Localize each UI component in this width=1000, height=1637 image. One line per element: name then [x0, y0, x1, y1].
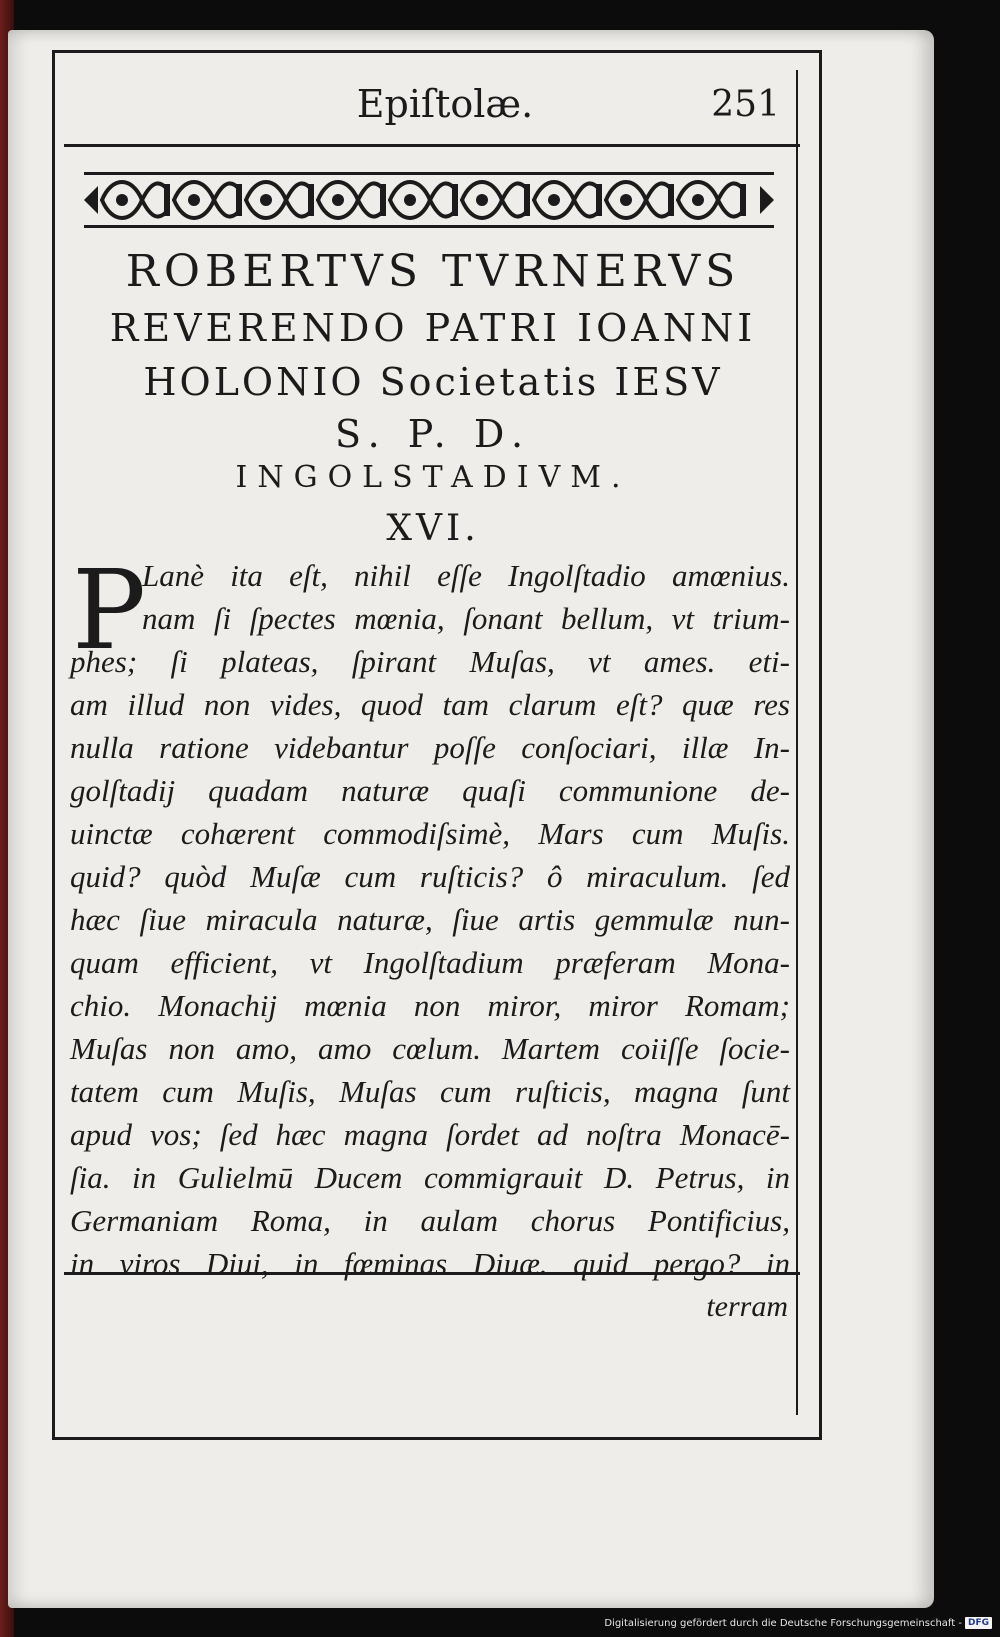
- body-line: nulla ratione videbantur poſſe conſociari, illæ In-: [70, 730, 790, 765]
- body-line: quam efficient, vt Ingolſtadium præferam Mona-: [70, 945, 790, 980]
- body-line: phes; ſi plateas, ſpirant Muſas, vt ames. eti-: [70, 644, 790, 679]
- ornamental-border: [84, 168, 774, 232]
- letter-number: XVI.: [386, 508, 480, 549]
- body-line: am illud non vides, quod tam clarum eſt? quæ res: [70, 687, 790, 722]
- body-line: hæc ſiue miracula naturæ, ſiue artis gemmulæ nun-: [70, 902, 790, 937]
- letter-heading: [68, 244, 798, 460]
- body-line: in viros Diui, in fœminas Diuæ. quid pergo? in: [70, 1246, 790, 1281]
- body-line: nam ſi ſpectes mœnia, ſonant bellum, vt trium-: [142, 601, 790, 636]
- heading-sender: ROBERTVS TVRNERVS: [125, 246, 741, 297]
- letter-place: INGOLSTADIVM.: [235, 460, 631, 495]
- footer-rule: [64, 1272, 800, 1275]
- body-line: uinctæ cohærent commodiſsimè, Mars cum Muſis.: [70, 816, 790, 851]
- body-line: Lanè ita eſt, nihil eſſe Ingolſtadio amœnius.: [142, 558, 790, 593]
- running-title: Epiſtolæ.: [356, 82, 534, 126]
- body-line: Germaniam Roma, in aulam chorus Pontificius,: [70, 1203, 790, 1238]
- dfg-logo: DFG: [965, 1617, 992, 1629]
- letter-body: [70, 546, 790, 1285]
- body-line: apud vos; ſed hæc magna ſordet ad noſtra Monacē-: [70, 1117, 790, 1152]
- heading-salutation: S. P. D.: [334, 412, 532, 456]
- heading-recipient-society: HOLONIO Societatis IESV: [143, 360, 723, 404]
- body-line: ſia. in Gulielmū Ducem commigrauit D. Petrus, in: [70, 1160, 790, 1195]
- body-line: chio. Monachij mœnia non miror, miror Romam;: [70, 988, 790, 1023]
- credit-text: Digitalisierung gefördert durch die Deutsche Forschungsgemeinschaft -: [604, 1617, 962, 1629]
- catchword: terram: [706, 1290, 788, 1323]
- drop-capital: P: [72, 546, 147, 674]
- body-line: Muſas non amo, amo cœlum. Martem coiiſſe ſocie-: [70, 1031, 790, 1066]
- body-line: golſtadij quadam naturæ quaſi communione de-: [70, 773, 790, 808]
- page-number: 251: [711, 84, 780, 125]
- body-line: quid? quòd Muſæ cum ruſticis? ô miraculum. ſed: [70, 859, 790, 894]
- body-line: tatem cum Muſis, Muſas cum ruſticis, magna ſunt: [70, 1074, 790, 1109]
- running-header: [70, 70, 790, 144]
- header-rule: [64, 144, 800, 147]
- digitization-credit: [604, 1615, 992, 1631]
- heading-recipient-line: REVERENDO PATRI IOANNI: [109, 306, 757, 350]
